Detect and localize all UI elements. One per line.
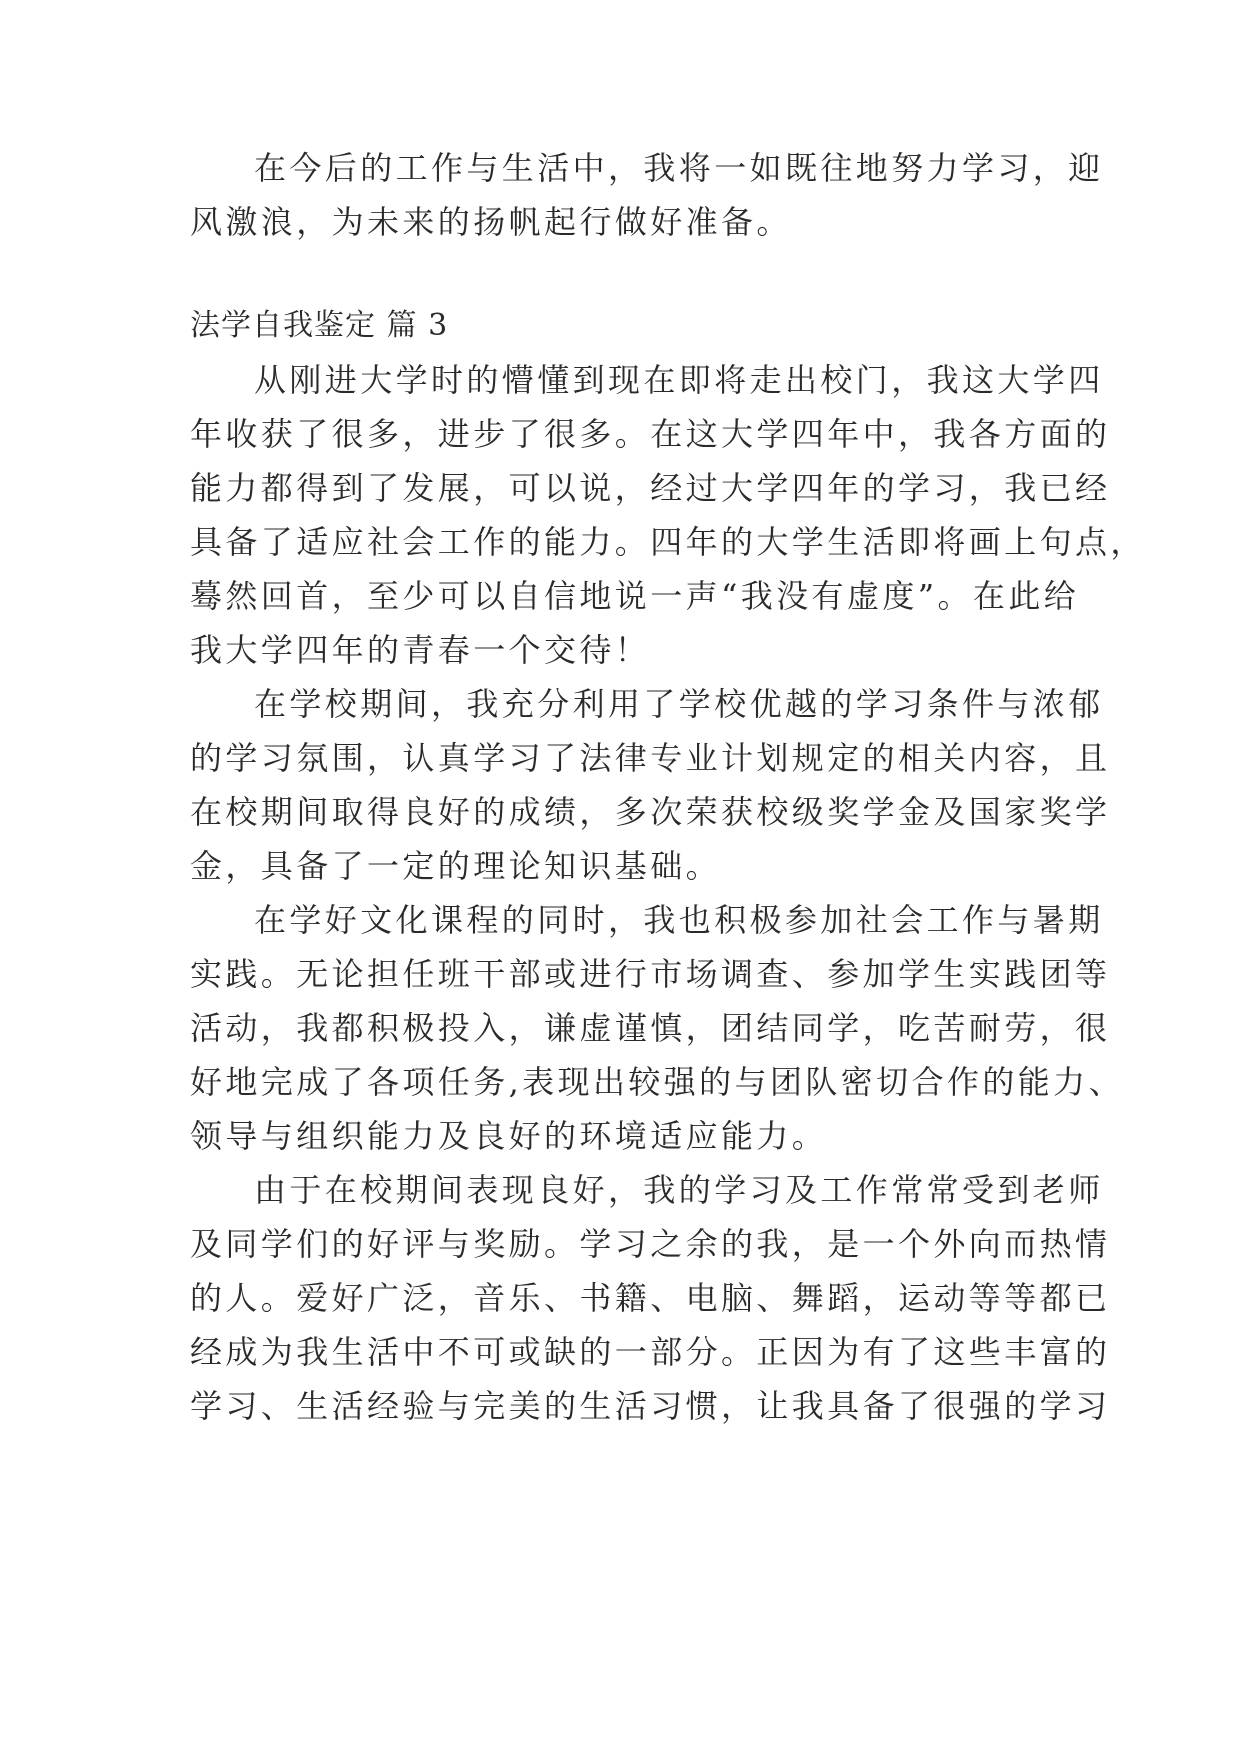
paragraph-line: 风激浪，为未来的扬帆起行做好准备。 — [190, 203, 792, 241]
paragraph-line: 金，具备了一定的理论知识基础。 — [190, 847, 722, 885]
paragraph-line: 能力都得到了发展，可以说，经过大学四年的学习，我已经 — [190, 469, 1111, 507]
paragraph-line: 具备了适应社会工作的能力。四年的大学生活即将画上句点， — [190, 523, 1146, 561]
paragraph-line: 的学习氛围，认真学习了法律专业计划规定的相关内容，且 — [190, 739, 1111, 777]
paragraph-line: 从刚进大学时的懵懂到现在即将走出校门，我这大学四 — [254, 361, 1104, 399]
paragraph-line: 在学好文化课程的同时，我也积极参加社会工作与暑期 — [254, 901, 1104, 939]
paragraph-line: 实践。无论担任班干部或进行市场调查、参加学生实践团等 — [190, 955, 1111, 993]
paragraph-line: 年收获了很多，进步了很多。在这大学四年中，我各方面的 — [190, 415, 1111, 453]
paragraph-line: 由于在校期间表现良好，我的学习及工作常常受到老师 — [254, 1171, 1104, 1209]
paragraph-line: 的人。爱好广泛，音乐、书籍、电脑、舞蹈，运动等等都已 — [190, 1279, 1111, 1317]
paragraph-line: 活动，我都积极投入，谦虚谨慎，团结同学，吃苦耐劳，很 — [190, 1009, 1111, 1047]
paragraph-line: 在今后的工作与生活中，我将一如既往地努力学习，迎 — [254, 149, 1104, 187]
paragraph-line: 经成为我生活中不可或缺的一部分。正因为有了这些丰富的 — [190, 1333, 1111, 1371]
paragraph-line: 在校期间取得良好的成绩，多次荣获校级奖学金及国家奖学 — [190, 793, 1111, 831]
paragraph-line: 领导与组织能力及良好的环境适应能力。 — [190, 1117, 828, 1155]
paragraph-line: 蓦然回首，至少可以自信地说一声“我没有虚度”。在此给 — [190, 577, 1080, 615]
paragraph-line: 我大学四年的青春一个交待！ — [190, 631, 651, 669]
paragraph-line: 在学校期间，我充分利用了学校优越的学习条件与浓郁 — [254, 685, 1104, 723]
paragraph-line: 好地完成了各项任务,表现出较强的与团队密切合作的能力、 — [190, 1063, 1124, 1101]
paragraph-line: 及同学们的好评与奖励。学习之余的我，是一个外向而热情 — [190, 1225, 1111, 1263]
paragraph-line: 学习、生活经验与完美的生活习惯，让我具备了很强的学习 — [190, 1387, 1111, 1425]
section-heading: 法学自我鉴定 篇 3 — [190, 308, 449, 343]
